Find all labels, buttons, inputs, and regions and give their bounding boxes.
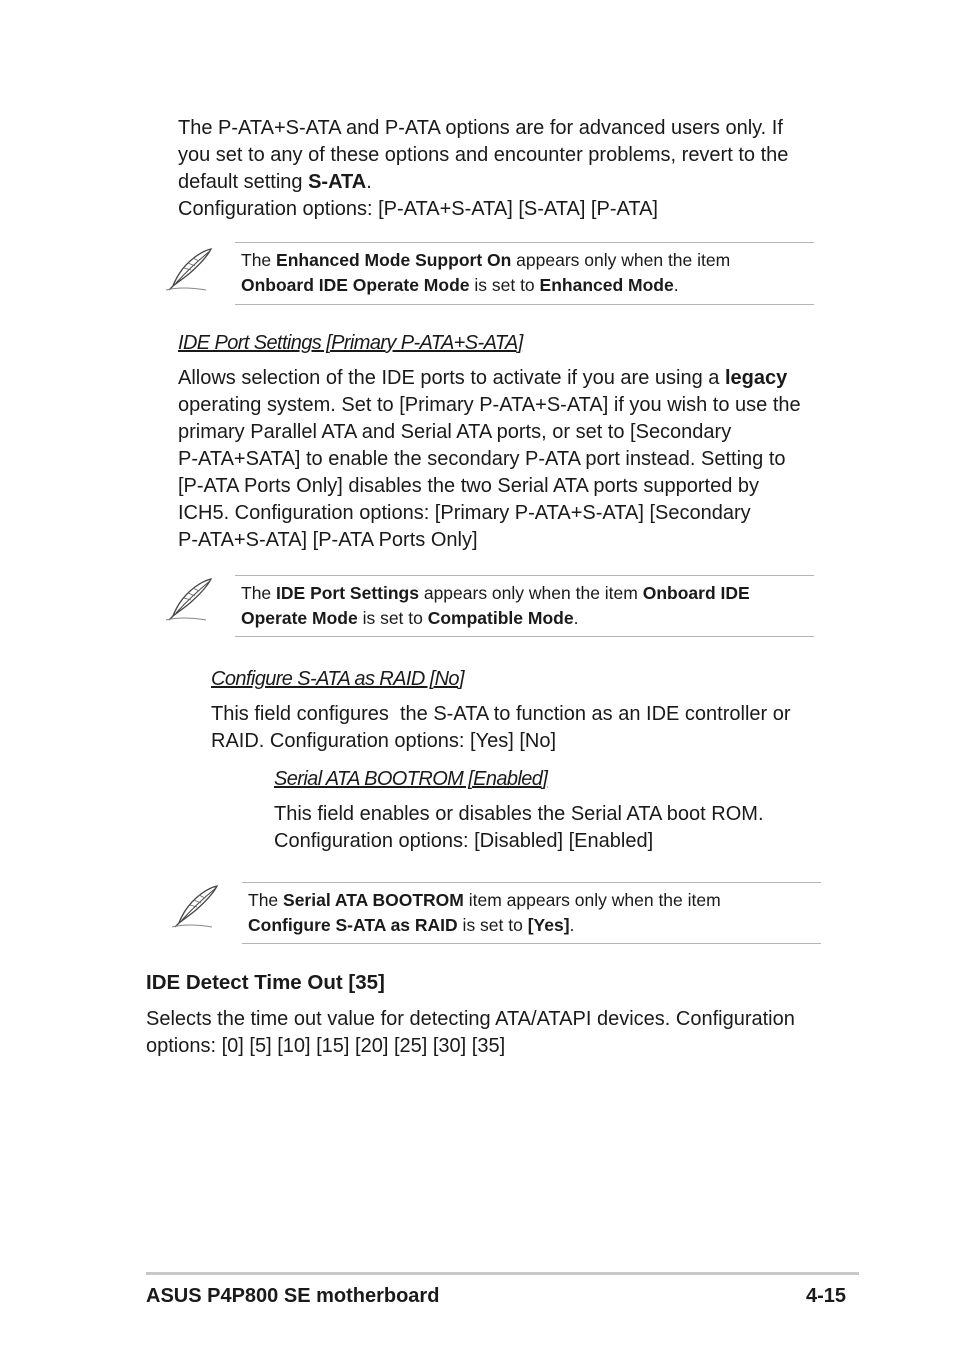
footer-manual-title: ASUS P4P800 SE motherboard (146, 1285, 440, 1307)
configure-raid-paragraph: This field configures the S-ATA to function as an IDE controller or RAID. Configuration options: [Yes] [No] (211, 703, 791, 752)
intro-config-line: Configuration options: [P-ATA+S-ATA] [S-ATA] [P-ATA] (178, 198, 658, 220)
feather-pen-icon (164, 246, 216, 294)
bootrom-paragraph: This field enables or disables the Serial ATA boot ROM. Configuration options: [Disabled] [Enabled] (274, 803, 764, 852)
ide-detect-timeout-paragraph: Selects the time out value for detecting ATA/ATAPI devices. Configuration options: [0] [5] [10] [15] [20] [25] [30] [35] (146, 1008, 795, 1057)
footer-page-number: 4-15 (805, 1285, 846, 1307)
feather-pen-icon (170, 883, 222, 931)
intro-line: you set to any of these options and encounter problems, revert to the (178, 144, 789, 166)
footer-rule (146, 1272, 859, 1275)
intro-line: The P-ATA+S-ATA and P-ATA options are for advanced users only. If (178, 117, 783, 139)
feather-pen-icon (164, 576, 216, 624)
ide-port-settings-paragraph: Allows selection of the IDE ports to activate if you are using a legacy operating system. Set to [Primary P-ATA+S-ATA] if you wish to use the primary Parallel ATA and Serial ATA ports, or set to [Secondary P-ATA+SATA] to enable the secondary P-ATA port instead. Setting to [P-ATA Ports Only] disables the two Serial ATA ports supported by ICH5. Configuration options: [Primary P-ATA+S-ATA] [Secondary P-ATA+S-ATA] [P-ATA Ports Only] (178, 367, 801, 551)
note-serial-ata-bootrom: The Serial ATA BOOTROM item appears only when the item Configure S-ATA as RAID is set to [Yes]. (242, 882, 821, 944)
note-ide-port-settings: The IDE Port Settings appears only when the item Onboard IDE Operate Mode is set to Compatible Mode. (235, 575, 814, 637)
configure-raid-title: Configure S-ATA as RAID [No] (211, 668, 464, 690)
ide-detect-timeout-heading: IDE Detect Time Out [35] (146, 971, 385, 994)
note-enhanced-mode: The Enhanced Mode Support On appears only when the item Onboard IDE Operate Mode is set to Enhanced Mode. (235, 242, 814, 305)
intro-paragraph (178, 115, 788, 223)
bootrom-title: Serial ATA BOOTROM [Enabled] (274, 768, 548, 790)
intro-line: default setting S-ATA. (178, 171, 372, 193)
ide-port-settings-title: IDE Port Settings [Primary P-ATA+S-ATA] (178, 332, 523, 354)
